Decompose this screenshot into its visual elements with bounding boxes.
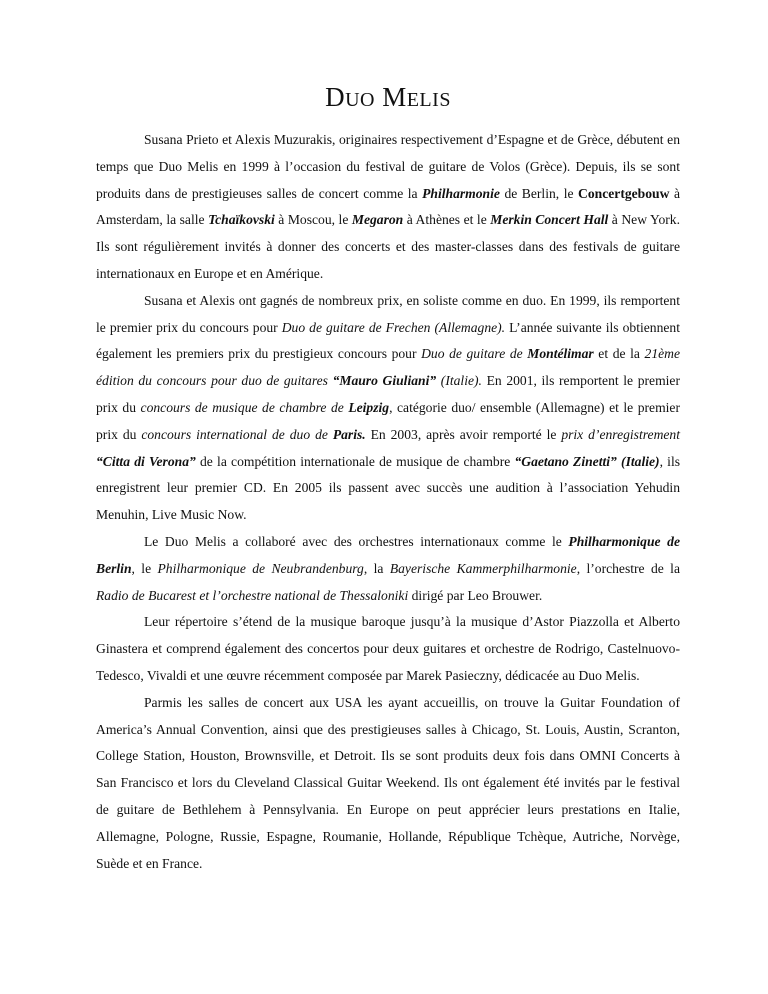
text-segment: et de la — [593, 346, 645, 362]
text-segment: En 2003, après avoir remporté le — [365, 426, 562, 442]
text-segment: à Moscou, le — [274, 212, 352, 228]
paragraph-2 — [96, 288, 680, 529]
text-segment: Leipzig — [348, 399, 390, 415]
text-segment: , l’orchestre de la — [576, 560, 680, 576]
text-segment: à New York. Ils sont régulièrement invités à donner des concerts et des master-classes dans des festivals de guitare internationaux en Europe et en Amérique. — [96, 212, 680, 281]
text-segment: (Italie). — [436, 373, 482, 389]
text-segment: Philharmonique de Berlin — [96, 533, 680, 576]
title-elis: ELIS — [406, 89, 451, 111]
document-page — [96, 78, 680, 877]
text-segment: Le Duo Melis a collaboré avec des orchestres internationaux comme le — [144, 533, 569, 549]
page-title — [96, 78, 680, 119]
text-segment: “Citta di Verona” — [96, 453, 196, 469]
text-segment: Bayerische Kammerphilharmonie — [389, 560, 577, 576]
text-segment: Montélimar — [527, 346, 594, 362]
text-segment: concours international de duo de — [141, 426, 333, 442]
text-segment: , la — [363, 560, 390, 576]
title-d: D — [325, 82, 346, 112]
text-segment: Duo de guitare de Frechen (Allemagne). — [281, 319, 506, 335]
text-segment: , ils enregistrent leur premier CD. En 2005 ils passent avec succès une audition à l’association Yehudin Menuhin, Live Music Now. — [96, 453, 681, 523]
text-segment: à Amsterdam, la salle — [96, 185, 680, 228]
text-segment: 21ème édition du concours pour duo de guitares — [96, 346, 680, 389]
text-segment: Merkin Concert Hall — [490, 212, 609, 228]
paragraph-1 — [96, 127, 680, 288]
text-segment: Concertgebouw — [578, 185, 670, 201]
document-body — [96, 127, 680, 877]
text-segment: Parmis les salles de concert aux USA les ayant accueillis, on trouve la Guitar Foundation of America’s Annual Convention, ainsi que des prestigieuses salles à Chicago, St. Louis, Austin, Scranton, College Station, Houston, Brownsville, et Detroit. Ils se sont produits deux fois dans OMNI Concerts à San Francisco et lors du Cleveland Classical Guitar Weekend. Ils ont également été invités par le festival de guitare de Bethlehem à Pennsylvania. En Europe on peut apprécier leurs prestations en Italie, Allemagne, Pologne, Russie, Espagne, Roumanie, Hollande, République Tchèque, Autriche, Norvège, Suède et en France. — [96, 694, 680, 871]
text-segment: Philharmonique de Neubrandenburg — [157, 560, 364, 576]
paragraph-4 — [96, 609, 680, 689]
text-segment: de Berlin, le — [499, 185, 579, 201]
text-segment: Tchaïkovski — [208, 212, 275, 228]
text-segment: L’année suivante ils obtiennent également les premiers prix du prestigieux concours pour — [96, 319, 680, 362]
text-segment: Megaron — [351, 212, 404, 228]
text-segment: Duo de guitare de — [421, 346, 528, 362]
text-segment: Paris. — [332, 426, 366, 442]
title-m: M — [382, 82, 407, 112]
text-segment: Philharmonie — [422, 185, 500, 201]
text-segment: à Athènes et le — [403, 212, 491, 228]
text-segment: Leur répertoire s’étend de la musique baroque jusqu’à la musique d’Astor Piazzolla et Alberto Ginastera et comprend également des concertos pour deux guitares et orchestre de Rodrigo, Castelnuovo-Tedesco, Vivaldi et une œuvre récemment composée par Marek Pasieczny, dédicacée au Duo Melis. — [96, 614, 680, 683]
text-segment: Susana et Alexis ont gagnés de nombreux prix, en soliste comme en duo. En 1999, ils remportent le premier prix du concours pour — [96, 292, 680, 335]
text-segment: Radio de Bucarest et l’orchestre national de Thessaloniki — [96, 587, 409, 603]
text-segment: “Mauro Giuliani” — [332, 373, 437, 389]
text-segment: Susana Prieto et Alexis Muzurakis, originaires respectivement d’Espagne et de Grèce, débutent en temps que Duo Melis en 1999 à l’occasion du festival de guitare de Volos (Grèce). Depuis, ils se sont produits dans de prestigieuses salles de concert comme la — [96, 132, 680, 201]
text-segment: concours de musique de chambre de — [140, 399, 349, 415]
title-uo: UO — [345, 89, 375, 111]
text-segment: En 2001, ils remportent le premier prix du — [96, 373, 680, 415]
text-segment: prix d’enregistrement — [561, 426, 680, 442]
text-segment: , le — [131, 560, 158, 576]
paragraph-3 — [96, 529, 680, 609]
text-segment: , catégorie duo/ ensemble (Allemagne) et le premier prix du — [96, 399, 680, 442]
paragraph-5 — [96, 690, 680, 878]
text-segment: de la compétition internationale de musique de chambre — [195, 453, 515, 469]
text-segment: “Gaetano Zinetti” (Italie) — [514, 453, 660, 469]
text-segment: dirigé par Leo Brouwer. — [408, 587, 543, 603]
